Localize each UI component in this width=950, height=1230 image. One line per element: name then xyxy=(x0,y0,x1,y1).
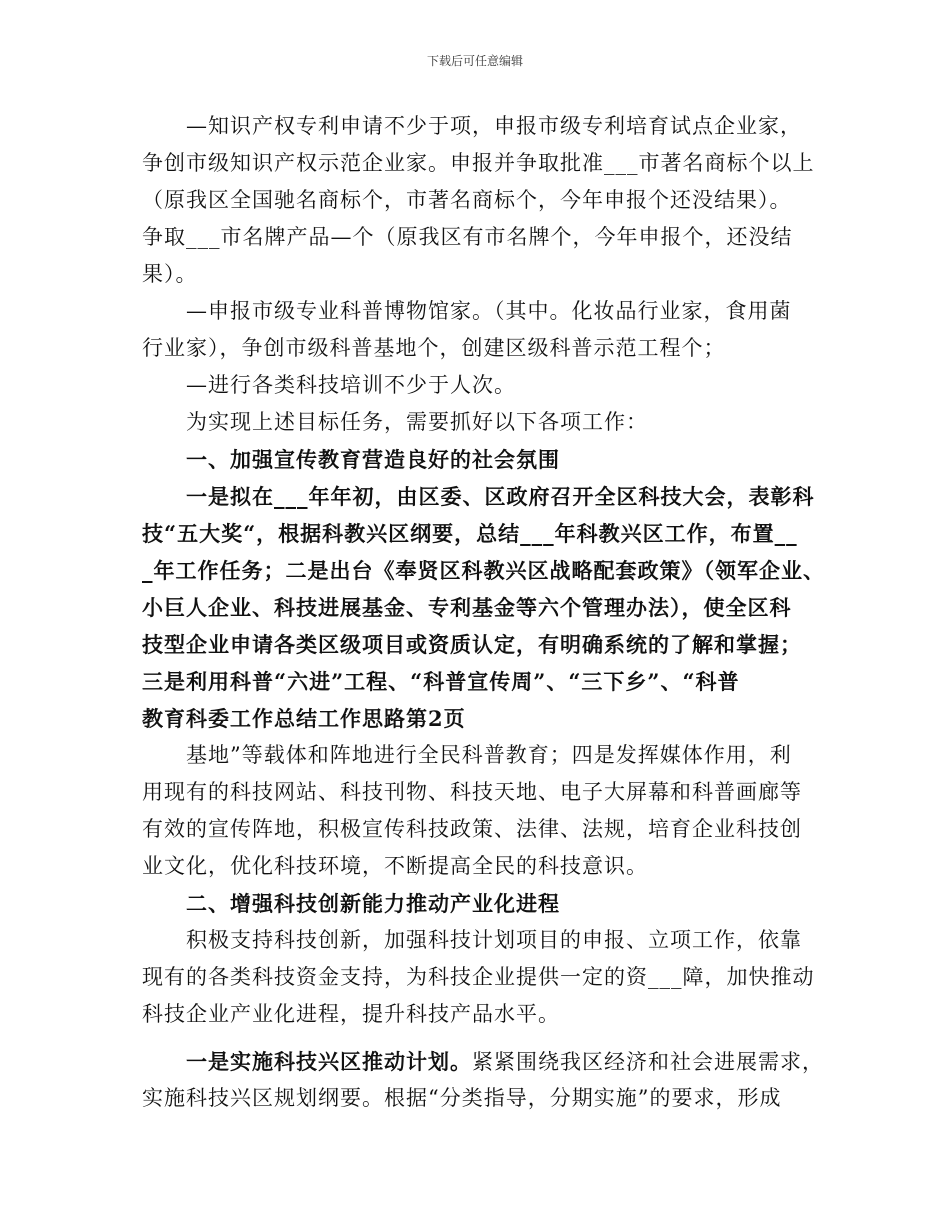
text-line: 一、加强宣传教育营造良好的社会氛围 xyxy=(186,447,560,472)
text-line: 有效的宣传阵地，积极宣传科技政策、法律、法规，培育企业科技创 xyxy=(142,817,802,841)
text-line: —进行各类科技培训不少于人次。 xyxy=(186,373,516,397)
text-line: 一是拟在___年年初，由区委、区政府召开全区科技大会，表彰科 xyxy=(186,484,815,509)
text-line xyxy=(142,1043,824,1080)
text-line: 为实现上述目标任务，需要抓好以下各项工作： xyxy=(186,410,648,434)
text-line: —申报市级专业科普博物馆家。（其中。化妆品行业家，食用菌 xyxy=(186,299,792,323)
text-line: （原我区全国驰名商标个，市著名商标个，今年申报个还没结果）。 xyxy=(142,188,792,212)
paragraph-spacer xyxy=(142,1033,814,1043)
text-line: 争创市级知识产权示范企业家。申报并争取批准___市著名商标个以上 xyxy=(142,151,815,175)
text-line: 小巨人企业、科技进展基金、专利基金等六个管理办法），使全区科 xyxy=(142,595,792,620)
text-line: 技型企业申请各类区级项目或资质认定，有明确系统的了解和掌握； xyxy=(142,632,802,657)
text-line: 果）。 xyxy=(142,262,198,286)
text-line: 教育科委工作总结工作思路第2页 xyxy=(142,706,466,731)
text-line: _年工作任务；二是出台《奉贤区科教兴区战略配套政策》（领军企业、 xyxy=(142,558,825,583)
text-line: —知识产权专利申请不少于项，申报市级专利培育试点企业家， xyxy=(186,114,802,138)
text-line: 技“五大奖“，根据科教兴区纲要，总结___年科教兴区工作，布置__ xyxy=(142,521,798,546)
text-line: 三是利用科普“六进”工程、“科普宣传周”、“三下乡”、“科普 xyxy=(142,669,740,694)
text-line: 实施科技兴区规划纲要。根据“分类指导，分期实施”的要求，形成 xyxy=(142,1086,782,1110)
page-header: 下载后可任意编辑 xyxy=(426,54,523,68)
document-body xyxy=(142,108,825,1117)
text-line: 用现有的科技网站、科技刊物、科技天地、电子大屏幕和科普画廊等 xyxy=(142,780,802,804)
bold-lead-phrase: 一是实施科技兴区推动计划。 xyxy=(186,1049,472,1074)
text-line: 业文化，优化科技环境，不断提高全民的科技意识。 xyxy=(142,854,648,878)
text-line: 基地”等载体和阵地进行全民科普教育；四是发挥媒体作用，利 xyxy=(186,743,792,767)
text-line: 积极支持科技创新，加强科技计划项目的申报、立项工作，依靠 xyxy=(186,928,802,952)
text-line: 行业家），争创市级科普基地个，创建区级科普示范工程个； xyxy=(142,336,726,360)
text-line: 争取___市名牌产品—个（原我区有市名牌个，今年申报个，还没结 xyxy=(142,225,793,249)
text-line: 现有的各类科技资金支持，为科技企业提供一定的资___障，加快推动 xyxy=(142,965,815,989)
text-line: 二、增强科技创新能力推动产业化进程 xyxy=(186,891,560,916)
line-rest: 紧紧围绕我区经济和社会进展需求， xyxy=(472,1050,824,1074)
text-line: 科技企业产业化进程，提升科技产品水平。 xyxy=(142,1002,560,1026)
